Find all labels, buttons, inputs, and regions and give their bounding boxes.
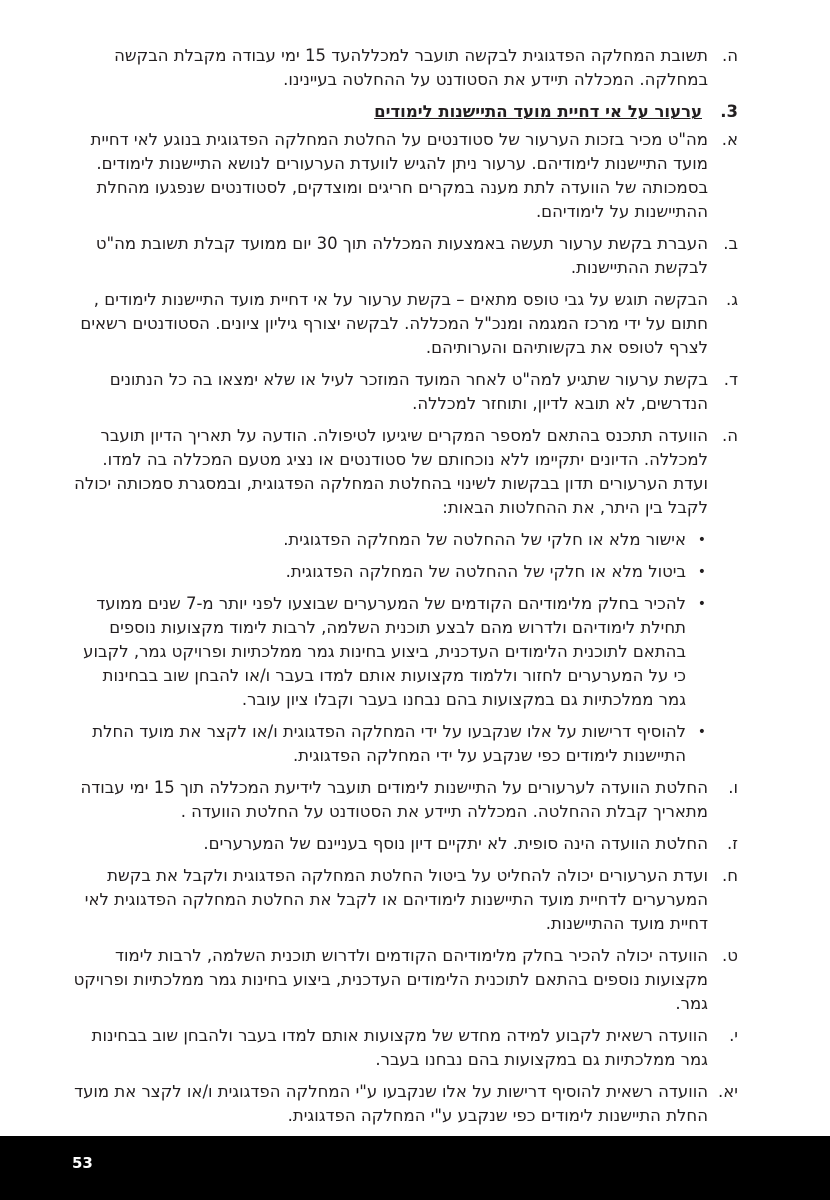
list-item [72, 1024, 738, 1072]
bullet-item [72, 528, 738, 552]
list-marker: ה. [721, 426, 738, 445]
list-marker: ז. [727, 834, 738, 853]
list-item-text: הוועדה רשאית לקבוע למידה מחדש של מקצועות אותם למדו בעבר ולהבחן שוב בבחינות גמר ממלכתיות גם במקצועות בהם נבחנו בעבר. [91, 1026, 708, 1069]
list-item [72, 232, 738, 280]
list-item-text: תשובת המחלקה הפדגוגית לבקשה תועבר למכללהעד 15 ימי עבודה מקבלת הבקשה במחלקה. המכללה תיידע את הסטודנט על ההחלטה בעיינינו. [114, 46, 708, 89]
bullet-icon: • [697, 596, 706, 612]
bullet-text: ביטול מלא או חלקי של ההחלטה של המחלקה הפדגוגית. [285, 562, 686, 581]
list-item [72, 288, 738, 360]
list-marker: ד. [723, 370, 738, 389]
bullet-item [72, 560, 738, 584]
section-title: ערעור על אי דחיית מועד התיישנות לימודים [374, 102, 702, 121]
list-item-text: בקשת ערעור שתגיע למה"ט לאחר המועד המוזכר לעיל או שלא ימצאו בה כל הנתונים הנדרשים, לא תובא לדיון, ותוחזר למכללה. [109, 370, 708, 413]
list-item [72, 368, 738, 416]
list-item-text: הבקשה תוגש על גבי טופס מתאים – בקשת ערעור על אי דחיית מועד התיישנות לימודים , חתום על ידי מרכז המגמה ומנכ"ל המכללה. לבקשה יצורף גיליון ציונים. הסטודנטים רשאים לצרף לטופס את בקשותיהם והערותיהם. [80, 290, 708, 357]
bullet-item [72, 592, 738, 712]
list-item [72, 424, 738, 520]
list-marker: ב. [723, 234, 738, 253]
bullet-text: אישור מלא או חלקי של ההחלטה של המחלקה הפדגוגית. [283, 530, 686, 549]
list-item-text: החלטת הוועדה לערעורים על התיישנות לימודים תועבר לידיעת המכללה תוך 15 ימי עבודה מתאריך קבלת ההחלטה. המכללה תיידע את הסטודנט על החלטת הוועדה . [80, 778, 708, 821]
list-item-text: מה"ט מכיר בזכות הערעור של סטודנטים על החלטת המחלקה הפדגוגית בנוגע לאי דחיית מועד התיישנות לימודיהם. ערעור ניתן להגיש לוועדת הערעורים לנושא התיישנות לימודים. בסמכותה של הוועדה לתת מענה במקרים חריגים ומוצדקים, לסטודנטים שנפגעו מהחלת ההתיישנות על לימודיהם. [90, 130, 708, 221]
page-footer [0, 1136, 830, 1200]
bullet-text: להוסיף דרישות על אלו שנקבעו על ידי המחלקה הפדגוגית ו/או לקצר את מועד החלת התיישנות לימודים כפי שנקבע על ידי המחלקה הפדגוגית. [92, 722, 686, 765]
list-marker: ה. [721, 46, 738, 65]
list-marker: יא. [718, 1082, 738, 1101]
bullet-item [72, 720, 738, 768]
list-item [72, 832, 738, 856]
list-item-text: הוועדה רשאית להוסיף דרישות על אלו שנקבעו ע"י המחלקה הפדגוגית ו/או לקצר את מועד החלת התיישנות לימודים כפי שנקבע ע"י המחלקה הפדגוגית. [74, 1082, 708, 1125]
document-body [72, 44, 738, 1136]
list-item [72, 776, 738, 824]
list-marker: ח. [721, 866, 738, 885]
list-item [72, 1080, 738, 1128]
list-item-text: הוועדה תתכנס בהתאם למספר המקרים שיגיעו לטיפולה. הודעה על תאריך הדיון תועבר למכללה. הדיונים יתקיימו ללא נוכחותם של סטודנטים או נציג מטעם המכללה בה למדו. ועדת הערעורים תדון בבקשות לשינוי בהחלטת המחלקה הפדגוגית, ובמסגרת סמכותה יכולה לקבל בין היתר, את ההחלטות הבאות: [74, 426, 708, 517]
bullet-text: להכיר בחלק מלימודיהם הקודמים של המערערים שבוצעו לפני יותר מ-7 שנים ממועד תחילת לימודיהם ולדרוש מהם לבצע תוכנית השלמה, לרבות לימוד מקצועות נוספים בהתאם לתוכנית הלימודים העדכנית, ביצוע בחינות גמר ממלכתיות ופרויקט גמר, לקבוע כי על המערערים לחזור וללמוד מקצועות אותם למדו בעבר ו/או להבחן שוב בבחינות גמר ממלכתיות גם במקצועות בהם נבחנו בעבר וקבלו ציון עובר. [83, 594, 686, 709]
section-heading [72, 100, 738, 124]
list-item-text: החלטת הוועדה הינה סופית. לא יתקיים דיון נוסף בעניינם של המערערים. [203, 834, 708, 853]
list-item [72, 864, 738, 936]
bullet-icon: • [697, 564, 706, 580]
list-marker: א. [721, 130, 738, 149]
list-item-text: העברת בקשת ערעור תעשה באמצעות המכללה תוך 30 יום ממועד קבלת תשובת מה"ט לבקשת ההתיישנות. [95, 234, 708, 277]
list-item [72, 44, 738, 92]
page-number: 53 [72, 1154, 93, 1172]
list-marker: ט. [722, 946, 738, 965]
list-item-text: הוועדה יכולה להכיר בחלק מלימודיהם הקודמים ולדרוש תוכנית השלמה, לרבות לימוד מקצועות נוספים בהתאם לתוכנית הלימודים העדכנית, ביצוע בחינות גמר ממלכתיות ופרויקט גמר. [73, 946, 708, 1013]
list-item [72, 944, 738, 1016]
list-item-text: ועדת הערעורים יכולה להחליט על ביטול החלטת המחלקה הפדגוגית ולקבל את בקשת המערערים לדחיית מועד התיישנות לימודיהם או לקבל את החלטת המחלקה הפדגוגית לאי דחיית מועד ההתיישנות. [84, 866, 708, 933]
section-number: 3. [720, 102, 738, 121]
list-marker: ג. [725, 290, 738, 309]
list-marker: י. [729, 1026, 738, 1045]
bullet-icon: • [697, 532, 706, 548]
list-item [72, 128, 738, 224]
bullet-icon: • [697, 724, 706, 740]
list-marker: ו. [728, 778, 738, 797]
